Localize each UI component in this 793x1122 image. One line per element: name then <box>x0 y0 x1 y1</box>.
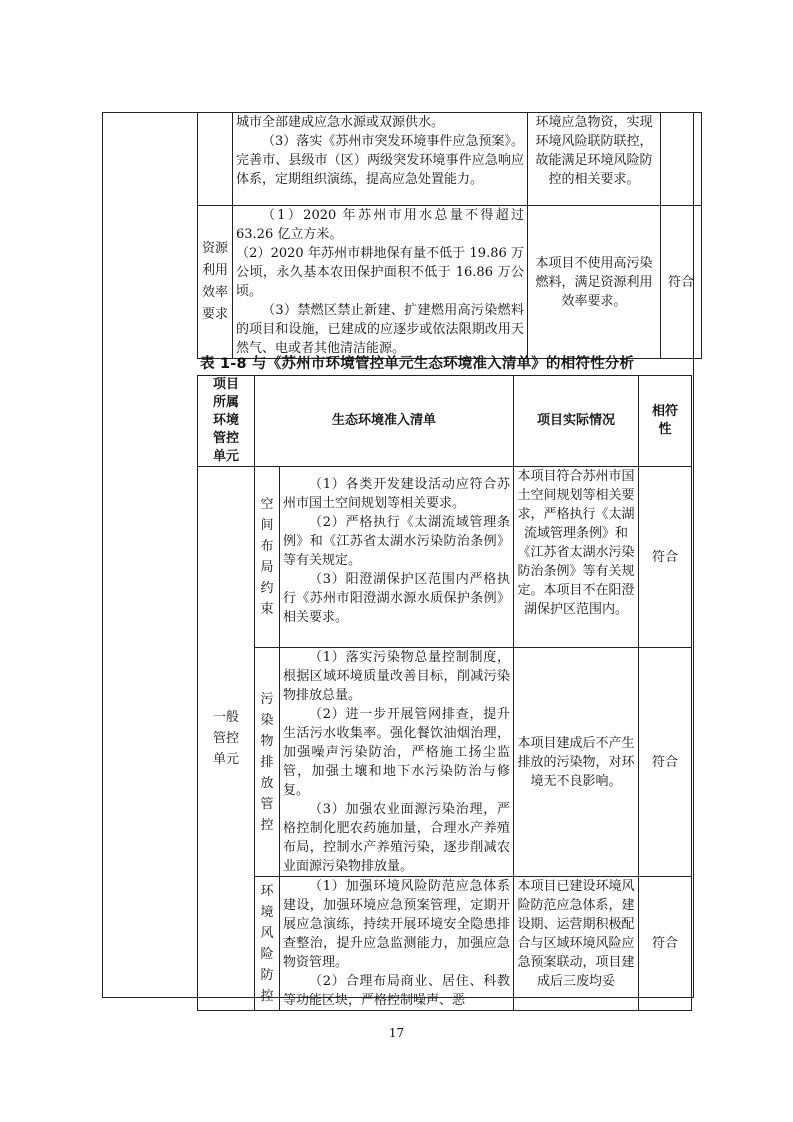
header-situation-text: 项目实际情况 <box>536 413 615 428</box>
conformity-value: 符合 <box>651 754 678 770</box>
table-caption: 表 1-8 与《苏州市环境管控单元生态环境准入清单》的相符性分析 <box>200 356 635 372</box>
project-situation-cell <box>514 467 639 648</box>
requirement-line: 城市全部建成应急水源或双源供水。 <box>236 115 445 130</box>
dimension-cell <box>255 467 280 648</box>
requirement-cell <box>280 648 514 877</box>
dimension-label: 污染物排放管控 <box>260 691 274 833</box>
requirement-line: （2）严格执行《太湖流域管理条例》和《江苏省太湖水污染防治条例》等有关规定。 <box>283 515 510 568</box>
admission-list-table <box>197 375 692 1011</box>
requirement-cell <box>280 467 514 648</box>
requirement-line: （1）落实污染物总量控制制度，根据区域环境质量改善目标，削减污染物排放总量。 <box>283 650 510 703</box>
category-label: 资源利用效率要求 <box>201 241 228 322</box>
dimension-cell <box>255 877 280 1011</box>
project-situation-text: 环境应急物资，实现环境风险联防联控，故能满足环境风险防控的相关要求。 <box>535 115 653 187</box>
unit-name: 一般管控单元 <box>212 710 239 767</box>
project-situation-cell <box>528 206 661 359</box>
requirement-line: （2）合理布局商业、居住、科教等功能区块，严格控制噪声、恶 <box>283 974 510 1008</box>
dimension-label: 环境风险防控 <box>260 883 274 1004</box>
requirement-line: （3）阳澄湖保护区范围内严格执行《苏州市阳澄湖水源水质保护条例》相关要求。 <box>283 572 510 625</box>
project-situation-text: 本项目符合苏州市国土空间规划等相关要求，严格执行《太湖流域管理条例》和《江苏省太湖水污染防治条例》等有关规定。本项目不在阳澄湖保护区范围内。 <box>517 469 635 617</box>
header-unit-text: 项目所属环境管控单元 <box>212 377 239 464</box>
header-list <box>255 376 514 467</box>
requirement-line: （3）落实《苏州市突发环境事件应急预案》。完善市、县级市（区）两级突发环境事件应急响应体系，定期组织演练，提高应急处置能力。 <box>236 134 524 187</box>
requirement-line: （3）加强农业面源污染治理，严格控制化肥农药施加量，合理水产养殖布局，控制水产养殖污染，逐步削减农业面源污染物排放量。 <box>283 802 510 874</box>
project-situation-cell <box>514 877 639 1011</box>
conformity-cell <box>639 467 692 648</box>
conformity-value: 符合 <box>651 549 678 565</box>
conformity-cell <box>661 206 702 359</box>
project-situation-text: 本项目已建设环境风险防范应急体系，建设期、运营期积极配合与区域环境风险应急预案联动，项目建成后三废均妥 <box>517 879 635 989</box>
dimension-label: 空间布局约束 <box>260 497 274 617</box>
header-conformity-text: 相符性 <box>651 404 678 437</box>
header-situation <box>514 376 639 467</box>
conformity-value: 符合 <box>667 274 694 290</box>
page-number: 17 <box>388 1026 405 1040</box>
header-list-text: 生态环境准入清单 <box>331 413 436 428</box>
requirement-line: （2）2020 年苏州市耕地保有量不低于 19.86 万公顷，永久基本农田保护面积不低于 16.86 万公顷。 <box>236 246 524 299</box>
project-situation-cell <box>514 648 639 877</box>
header-conformity <box>639 376 692 467</box>
unit-cell <box>198 467 255 1011</box>
dimension-cell <box>255 648 280 877</box>
category-cell-empty <box>198 113 233 206</box>
continuation-table <box>197 112 702 359</box>
requirement-cell <box>233 206 528 359</box>
project-situation-cell <box>528 113 661 206</box>
conformity-cell <box>639 877 692 1011</box>
project-situation-text: 本项目不使用高污染燃料，满足资源利用效率要求。 <box>535 255 653 309</box>
project-situation-text: 本项目建成后不产生排放的污染物，对环境无不良影响。 <box>517 735 635 789</box>
requirement-line: （3）禁燃区禁止新建、扩建燃用高污染燃料的项目和设施，已建成的应逐步或依法限期改用天然气、电或者其他清洁能源。 <box>236 303 524 356</box>
conformity-cell-empty <box>661 113 702 206</box>
requirement-cell <box>280 877 514 1011</box>
requirement-line: （1）2020 年苏州市用水总量不得超过 63.26 亿立方米。 <box>236 208 524 242</box>
header-unit <box>198 376 255 467</box>
conformity-cell <box>639 648 692 877</box>
conformity-value: 符合 <box>651 936 678 951</box>
requirement-cell <box>233 113 528 206</box>
category-cell <box>198 206 233 359</box>
requirement-line: （1）加强环境风险防范应急体系建设，加强环境应急预案管理，定期开展应急演练，持续开展环境安全隐患排查整治，提升应急监测能力，加强应急物资管理。 <box>283 879 510 970</box>
requirement-line: （2）进一步开展管网排查，提升生活污水收集率。强化餐饮油烟治理，加强噪声污染防治，严格施工扬尘监管，加强土壤和地下水污染防治与修复。 <box>283 707 510 798</box>
requirement-line: （1）各类开发建设活动应符合苏州市国土空间规划等相关要求。 <box>283 477 510 511</box>
